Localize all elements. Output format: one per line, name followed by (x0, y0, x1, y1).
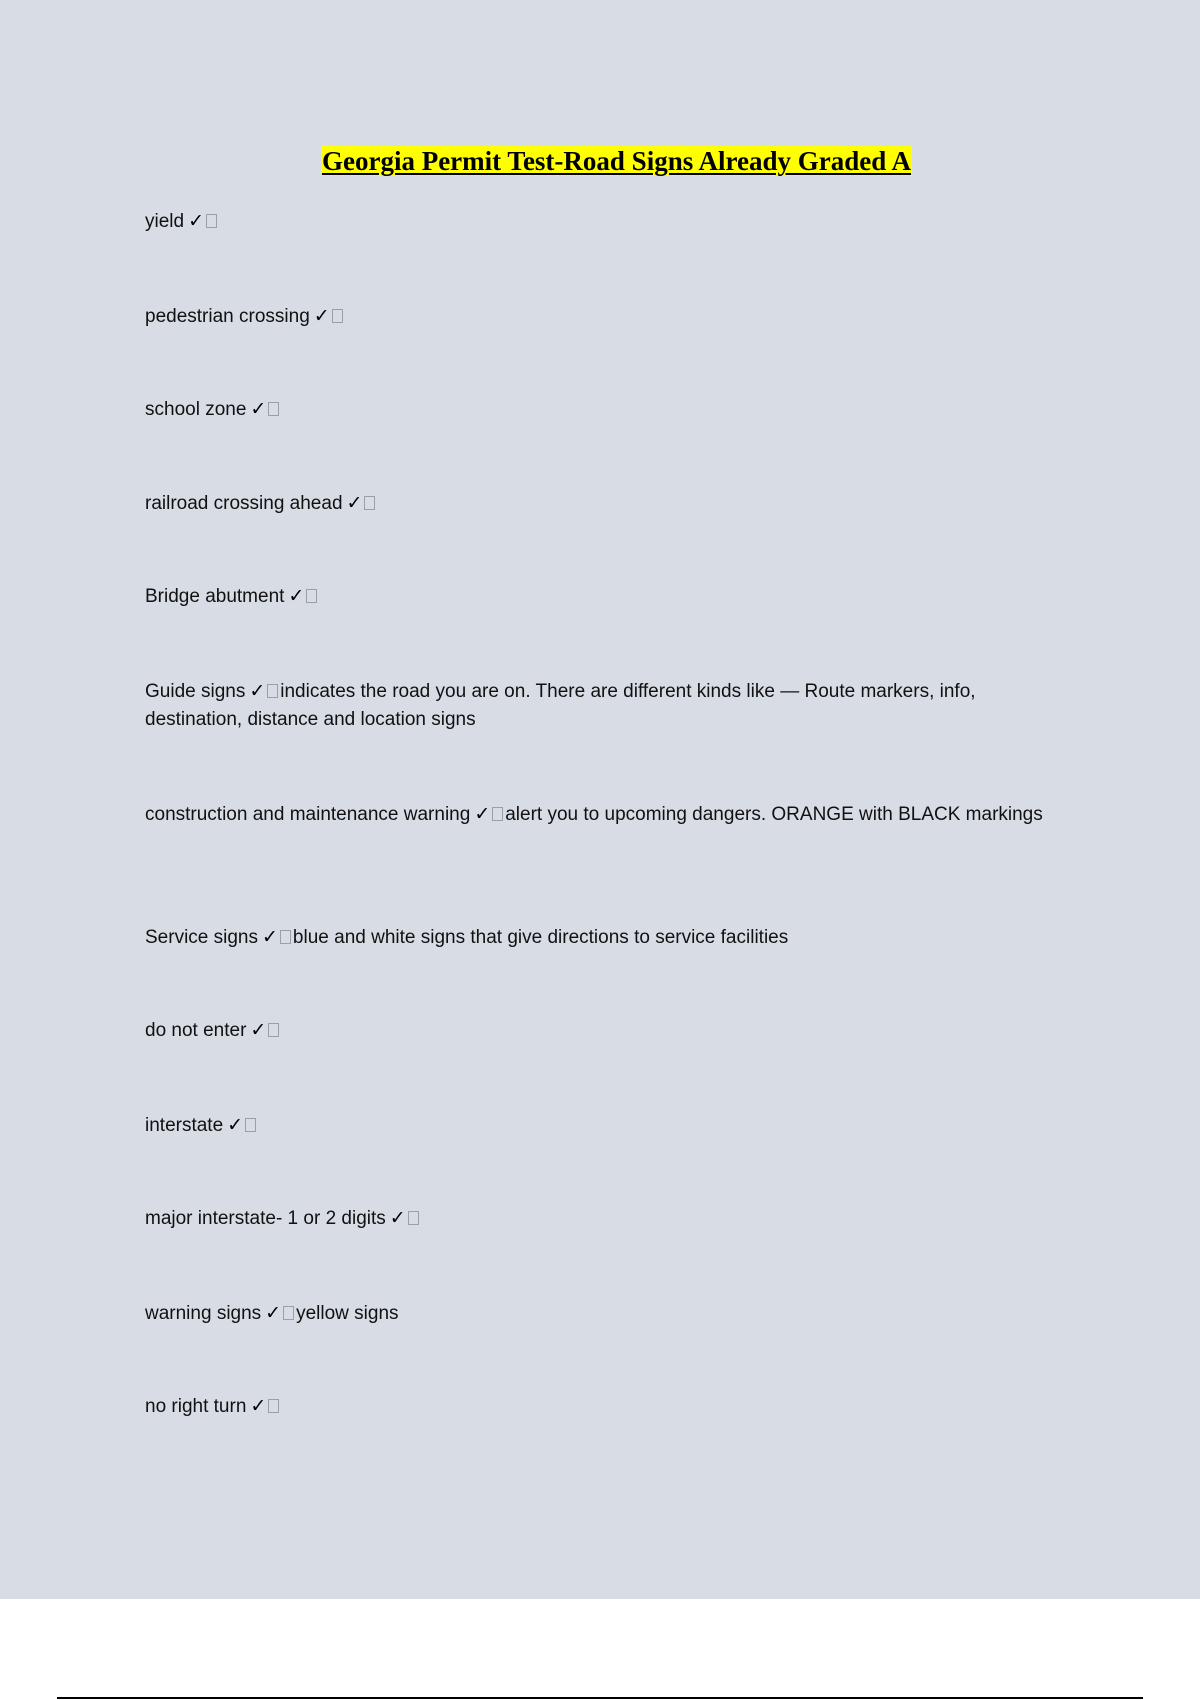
check-icon: ✓ (250, 1395, 267, 1417)
box-icon (306, 589, 317, 603)
check-icon: ✓ (389, 1207, 406, 1229)
box-icon (268, 402, 279, 416)
box-icon (267, 684, 278, 698)
qa-item (145, 800, 1045, 829)
qa-term: Bridge abutment (145, 586, 285, 607)
qa-term: construction and maintenance warning (145, 804, 471, 825)
qa-term: Service signs (145, 927, 258, 948)
check-icon: ✓ (250, 1019, 267, 1041)
qa-item (145, 302, 1045, 331)
check-icon: ✓ (249, 680, 266, 702)
qa-item (145, 677, 1045, 734)
qa-term: do not enter (145, 1020, 247, 1041)
check-icon: ✓ (250, 398, 267, 420)
check-icon: ✓ (227, 1114, 244, 1136)
box-icon (268, 1023, 279, 1037)
qa-item (145, 395, 1045, 424)
qa-answer: alert you to upcoming dangers. ORANGE with BLACK markings (505, 804, 1043, 825)
check-icon: ✓ (288, 585, 305, 607)
qa-item (145, 489, 1045, 518)
check-icon: ✓ (346, 492, 363, 514)
qa-item (145, 207, 1045, 236)
check-icon: ✓ (474, 803, 491, 825)
box-icon (283, 1306, 294, 1320)
qa-item (145, 582, 1045, 611)
box-icon (206, 214, 217, 228)
check-icon: ✓ (262, 926, 278, 948)
qa-term: major interstate- 1 or 2 digits (145, 1208, 386, 1229)
box-icon (245, 1118, 256, 1132)
box-icon (280, 930, 291, 944)
box-icon (492, 807, 503, 821)
qa-term: Guide signs (145, 681, 246, 702)
check-icon: ✓ (313, 305, 330, 327)
qa-term: interstate (145, 1115, 224, 1136)
check-icon: ✓ (265, 1302, 282, 1324)
qa-item (145, 1392, 1045, 1421)
box-icon (408, 1211, 419, 1225)
qa-answer: yellow signs (296, 1303, 399, 1324)
box-icon (332, 309, 343, 323)
qa-term: pedestrian crossing (145, 306, 310, 327)
qa-term: yield (145, 211, 185, 232)
document-title (0, 144, 1200, 178)
qa-term: warning signs (145, 1303, 262, 1324)
qa-item (145, 1016, 1045, 1045)
box-icon (268, 1399, 279, 1413)
check-icon: ✓ (188, 210, 204, 232)
box-icon (364, 496, 375, 510)
qa-term: railroad crossing ahead (145, 493, 343, 514)
qa-item (145, 1111, 1045, 1140)
footer-divider (57, 1697, 1143, 1699)
qa-term: no right turn (145, 1396, 247, 1417)
qa-answer: indicates the road you are on. There are different kinds like — Route markers, info, destination, distance and location signs (145, 681, 976, 730)
document-title-text: Georgia Permit Test-Road Signs Already Graded A (321, 146, 911, 176)
qa-item (145, 1204, 1045, 1233)
qa-item (145, 923, 1045, 952)
qa-term: school zone (145, 399, 247, 420)
qa-answer: blue and white signs that give directions to service facilities (292, 927, 789, 948)
qa-item (145, 1299, 1045, 1328)
